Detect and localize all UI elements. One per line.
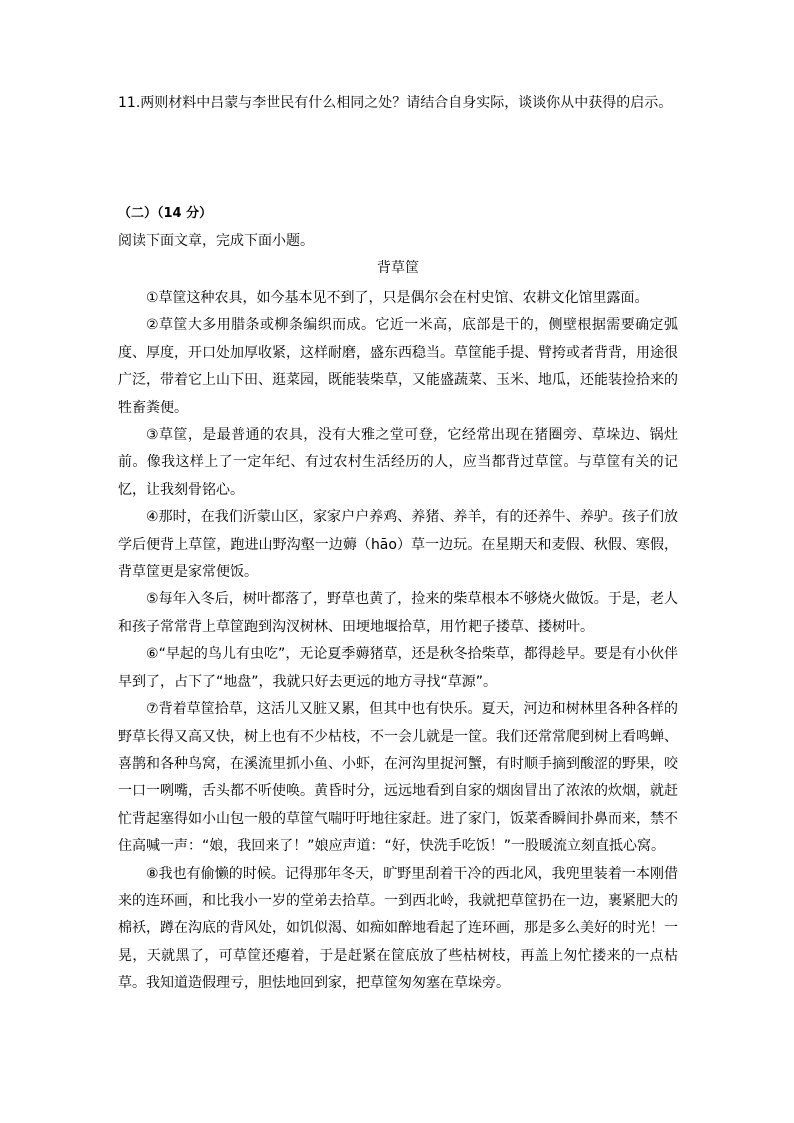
article-body: [118, 285, 678, 998]
question-11: 11.两则材料中吕蒙与李世民有什么相同之处？请结合自身实际，谈谈你从中获得的启示。: [118, 95, 673, 111]
paragraph-5: ⑤每年入冬后，树叶都落了，野草也黄了，捡来的柴草根本不够烧火做饭。于是，老人和孩子常常背上草筐跑到沟汊树林、田埂地堰拾草，用竹耙子搂草、搂树叶。: [118, 591, 678, 635]
paragraph-3: ③草筐，是最普通的农具，没有大雅之堂可登，它经常出现在猪圈旁、草垛边、锅灶前。像我这样上了一定年纪、有过农村生活经历的人，应当都背过草筐。与草筐有关的记忆，让我刻骨铭心。: [118, 427, 678, 498]
paragraph-7: ⑦背着草筐拾草，这活儿又脏又累，但其中也有快乐。夏天，河边和树林里各种各样的野草长得又高又快，树上也有不少枯枝，不一会儿就是一筐。我们还常常爬到树上看鸣蝉、喜鹊和各种鸟窝，在溪流里抓小鱼、小虾，在河沟里捉河蟹，有时顺手摘到酸涩的野果，咬一口一咧嘴，舌头都不听使唤。黄昏时分，远远地看到自家的烟囱冒出了浓浓的炊烟，就赶忙背起塞得如小山包一般的草筐气喘吁吁地往家赶。进了家门，饭菜香瞬间扑鼻而来，禁不住高喊一声：“娘，我回来了！”娘应声道：“好，快洗手吃饭！”一股暖流立刻直抵心窝。: [118, 701, 678, 855]
paragraph-2: ②草筐大多用腊条或柳条编织而成。它近一米高，底部是干的，侧壁根据需要确定弧度、厚度，开口处加厚收紧，这样耐磨，盛东西稳当。草筐能手提、臂挎或者背背，用途很广泛，带着它上山下田、逛菜园，既能装柴草，又能盛蔬菜、玉米、地瓜，还能装捡拾来的牲畜粪便。: [118, 317, 678, 416]
section-heading: （二）（14 分）: [118, 206, 213, 221]
paragraph-8: ⑧我也有偷懒的时候。记得那年冬天，旷野里刮着干冷的西北风，我兜里装着一本刚借来的连环画，和比我小一岁的堂弟去拾草。一到西北岭，我就把草筐扔在一边，裹紧肥大的棉袄，蹲在沟底的背风处，如饥似渴、如痴如醉地看起了连环画，那是多么美好的时光！一晃，天就黑了，可草筐还瘪着，于是赶紧在筐底放了些枯树枝，再盖上匆忙搂来的一点枯草。我知道造假理亏，胆怯地回到家，把草筐匆匆塞在草垛旁。: [118, 865, 678, 992]
paragraph-1: ①草筐这种农具，如今基本见不到了，只是偶尔会在村史馆、农耕文化馆里露面。: [146, 290, 649, 306]
reading-instruction: 阅读下面文章，完成下面小题。: [118, 233, 314, 249]
paragraph-4: ④那时，在我们沂蒙山区，家家户户养鸡、养猪、养羊，有的还养牛、养驴。孩子们放学后便背上草筐，跑进山野沟壑一边薅（hāo）草一边玩。在星期天和麦假、秋假、寒假，背草筐更是家常便饭。: [118, 509, 678, 581]
paragraph-6: ⑥“早起的鸟儿有虫吃”，无论夏季薅猪草，还是秋冬拾柴草，都得趁早。要是有小伙伴早到了，占下了“地盘”，我就只好去更远的地方寻找“草源”。: [118, 646, 678, 690]
article-title: 背草筐: [377, 260, 419, 276]
